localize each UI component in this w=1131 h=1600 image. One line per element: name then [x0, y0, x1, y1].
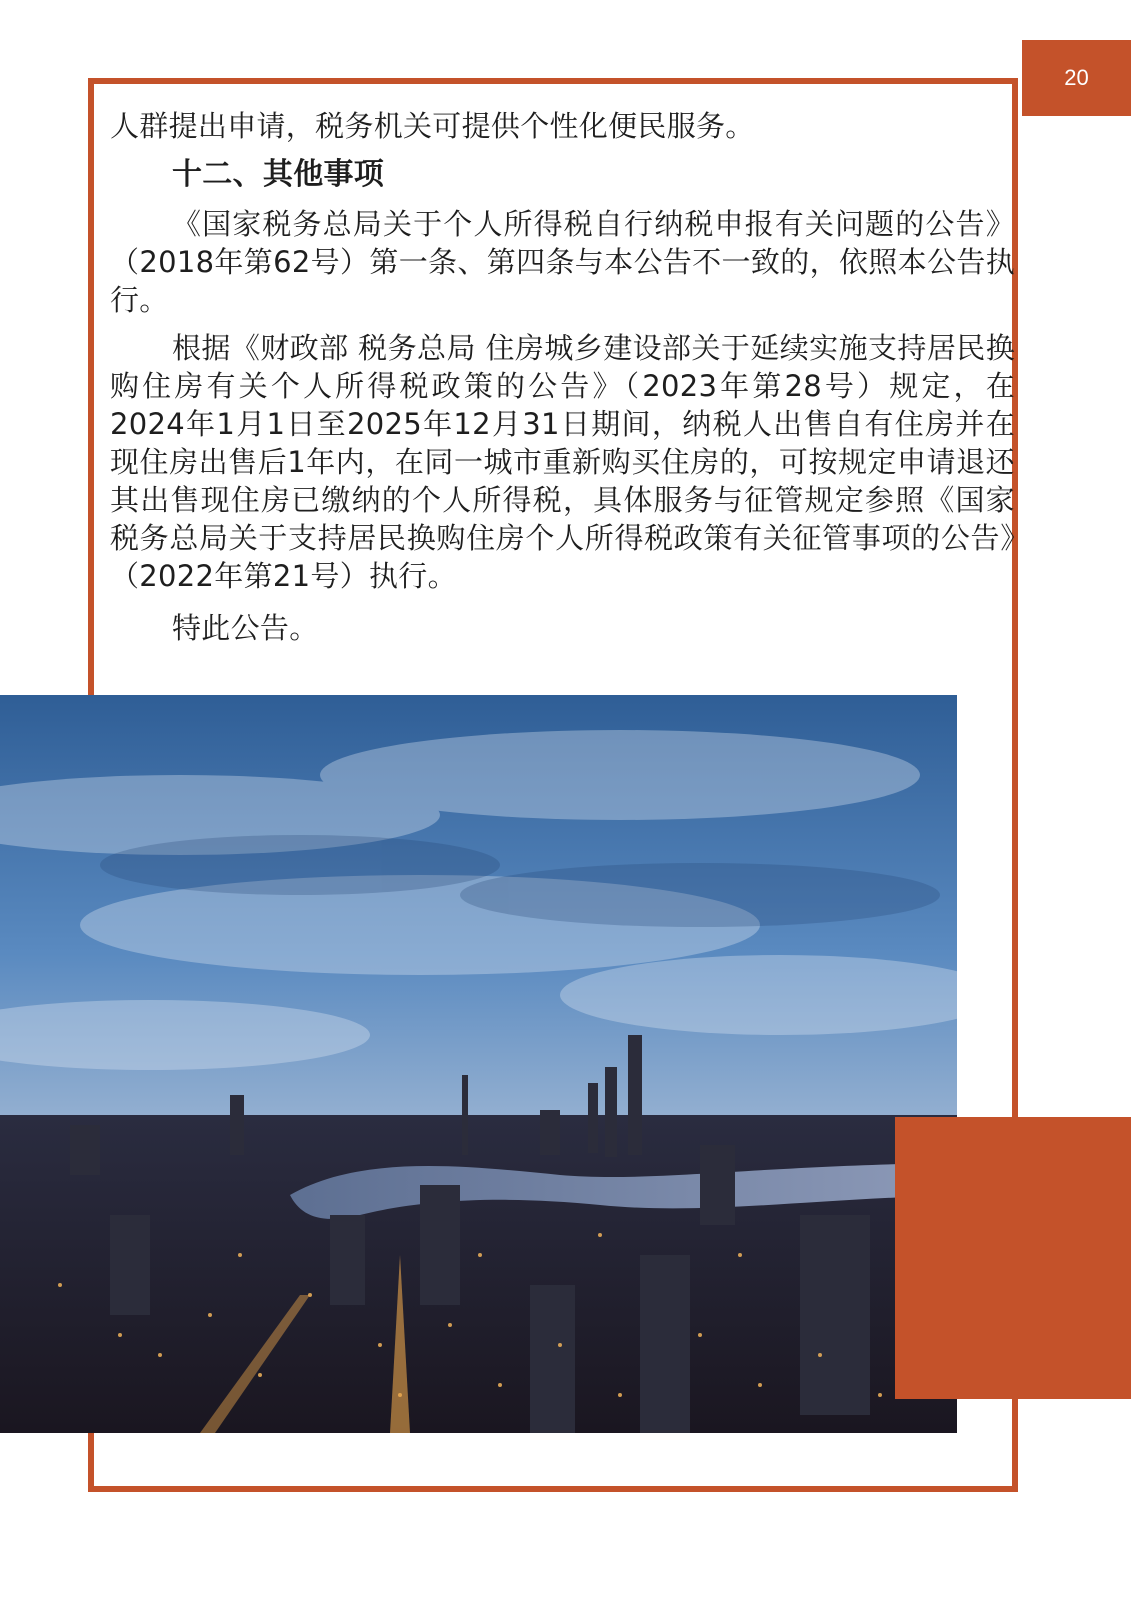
page-number: 20 — [1064, 65, 1089, 90]
city-skyline-illustration — [0, 695, 957, 1433]
paragraph-1: 《国家税务总局关于个人所得税自行纳税申报有关问题的公告》（2018年第62号）第一条、第四条与本公告不一致的，依照本公告执行。 — [110, 207, 1015, 317]
continuation-text: 人群提出申请，税务机关可提供个性化便民服务。 — [110, 109, 755, 143]
section-heading: 十二、其他事项 — [172, 157, 385, 192]
accent-block — [895, 1117, 1131, 1399]
closing-text: 特此公告。 — [172, 611, 319, 645]
page-number-tab — [1022, 40, 1131, 116]
city-skyline-photo — [0, 695, 957, 1433]
document-body — [110, 107, 1015, 657]
paragraph-2: 根据《财政部 税务总局 住房城乡建设部关于延续实施支持居民换购住房有关个人所得税政策的公告》（2023年第28号）规定，在2024年1月1日至2025年12月31日期间，纳税人出售自有住房并在现住房出售后1年内，在同一城市重新购买住房的，可按规定申请退还其出售现住房已缴纳的个人所得税，具体服务与征管规定参照《国家税务总局关于支持居民换购住房个人所得税政策有关征管事项的公告》（2022年第21号）执行。 — [110, 331, 1015, 593]
